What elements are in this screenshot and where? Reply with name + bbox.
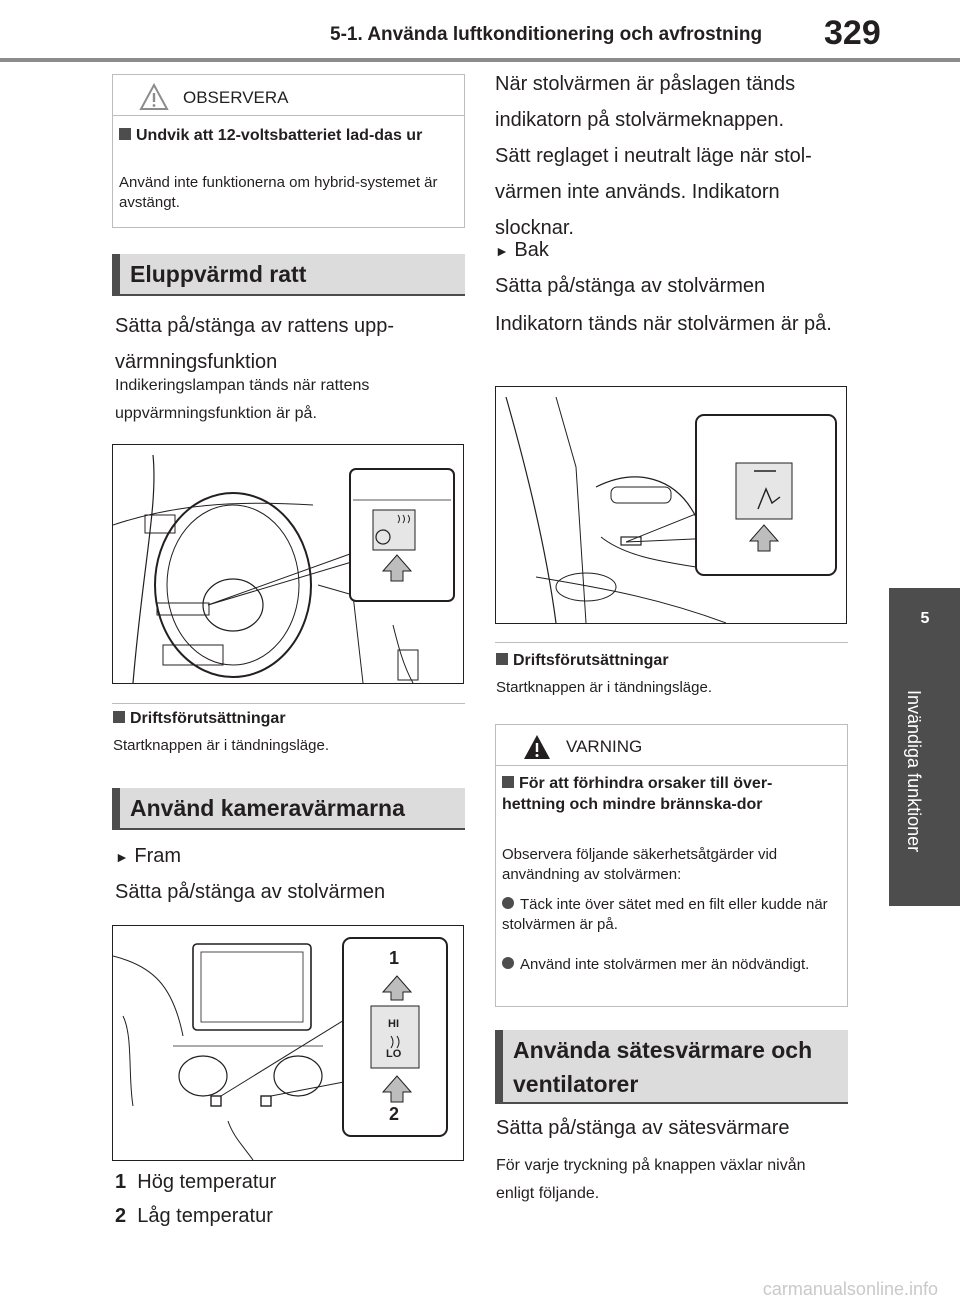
warning-bullet-2: Använd inte stolvärmen mer än nödvändigt.: [502, 955, 837, 975]
section-title: 5-1. Använda luftkonditionering och avfrostning: [330, 24, 763, 45]
rear-label: ► Bak: [495, 239, 549, 261]
rear-text: Sätta på/stänga av stolvärmen: [495, 275, 766, 297]
seat-note: För varje tryckning på knappen växlar nivån enligt följande.: [496, 1157, 806, 1202]
steering-cond-title: Driftsförutsättningar: [113, 708, 286, 729]
warning-title: För att förhindra orsaker till över-hettning och mindre brännska-dor: [502, 775, 773, 813]
warning-label: VARNING: [566, 737, 643, 756]
rear-heater-illustration: [496, 387, 846, 623]
chapter-label: Invändiga funktioner: [904, 690, 924, 853]
heading-steering: Eluppvärmd ratt: [112, 254, 465, 296]
figure-rear-heater: [495, 386, 847, 624]
item-2: 2 Låg temperatur: [115, 1205, 273, 1227]
figure-front-heater: [112, 925, 464, 1161]
steering-cond-text: Startknappen är i tändningsläge.: [113, 737, 329, 754]
rear-note: Indikatorn tänds när stolvärmen är på.: [495, 313, 832, 335]
lo-label: LO: [386, 1048, 402, 1060]
front-text: Sätta på/stänga av stolvärmen: [115, 881, 386, 903]
hi-label: HI: [388, 1018, 399, 1030]
notice-label: OBSERVERA: [183, 88, 289, 107]
warning-icon: [522, 733, 552, 761]
page-number: 329: [824, 14, 881, 52]
warning-bullet-1: Täck inte över sätet med en filt eller kudde när stolvärmen är på.: [502, 896, 828, 933]
notice-title: Undvik att 12-voltsbatteriet lad-das ur: [119, 125, 449, 146]
front-label: ► Fram: [115, 845, 182, 867]
seat-intro: Sätta på/stänga av sätesvärmare: [496, 1117, 790, 1139]
warning-text: Observera följande säkerhetsåtgärder vid användning av stolvärmen:: [502, 846, 778, 883]
chapter-number: 5: [920, 610, 930, 627]
item-1: 1 Hög temperatur: [115, 1171, 277, 1193]
caution-icon: [139, 83, 169, 111]
callout-1: 1: [389, 948, 400, 968]
heading-seat: Använda sätesvärmare och ventilatorer: [495, 1030, 848, 1104]
callout-2: 2: [389, 1104, 400, 1124]
right-cond-text: Startknappen är i tändningsläge.: [496, 679, 712, 696]
steering-intro: Sätta på/stänga av rattens upp-värmningsfunktion: [115, 315, 395, 373]
notice-text: Använd inte funktionerna om hybrid-systemet är avstängt.: [119, 174, 438, 211]
warning-box: [495, 724, 848, 1007]
watermark: carmanualsonline.info: [762, 1279, 938, 1299]
right-cond-title: Driftsförutsättningar: [496, 650, 669, 671]
steering-note: Indikeringslampan tänds när rattens uppvärmningsfunktion är på.: [115, 377, 370, 422]
header-rule: [0, 58, 960, 62]
figure-steering-wheel: [112, 444, 464, 684]
steering-illustration: [113, 445, 463, 683]
right-p2: Sätt reglaget i neutralt läge när stol-värmen inte används. Indikatorn slocknar.: [495, 145, 812, 239]
front-heater-illustration: [113, 926, 463, 1160]
heading-camera: Använd kameravärmarna: [112, 788, 465, 830]
right-p1: När stolvärmen är påslagen tänds indikatorn på stolvärmeknappen.: [495, 73, 796, 131]
notice-box: [112, 74, 465, 228]
